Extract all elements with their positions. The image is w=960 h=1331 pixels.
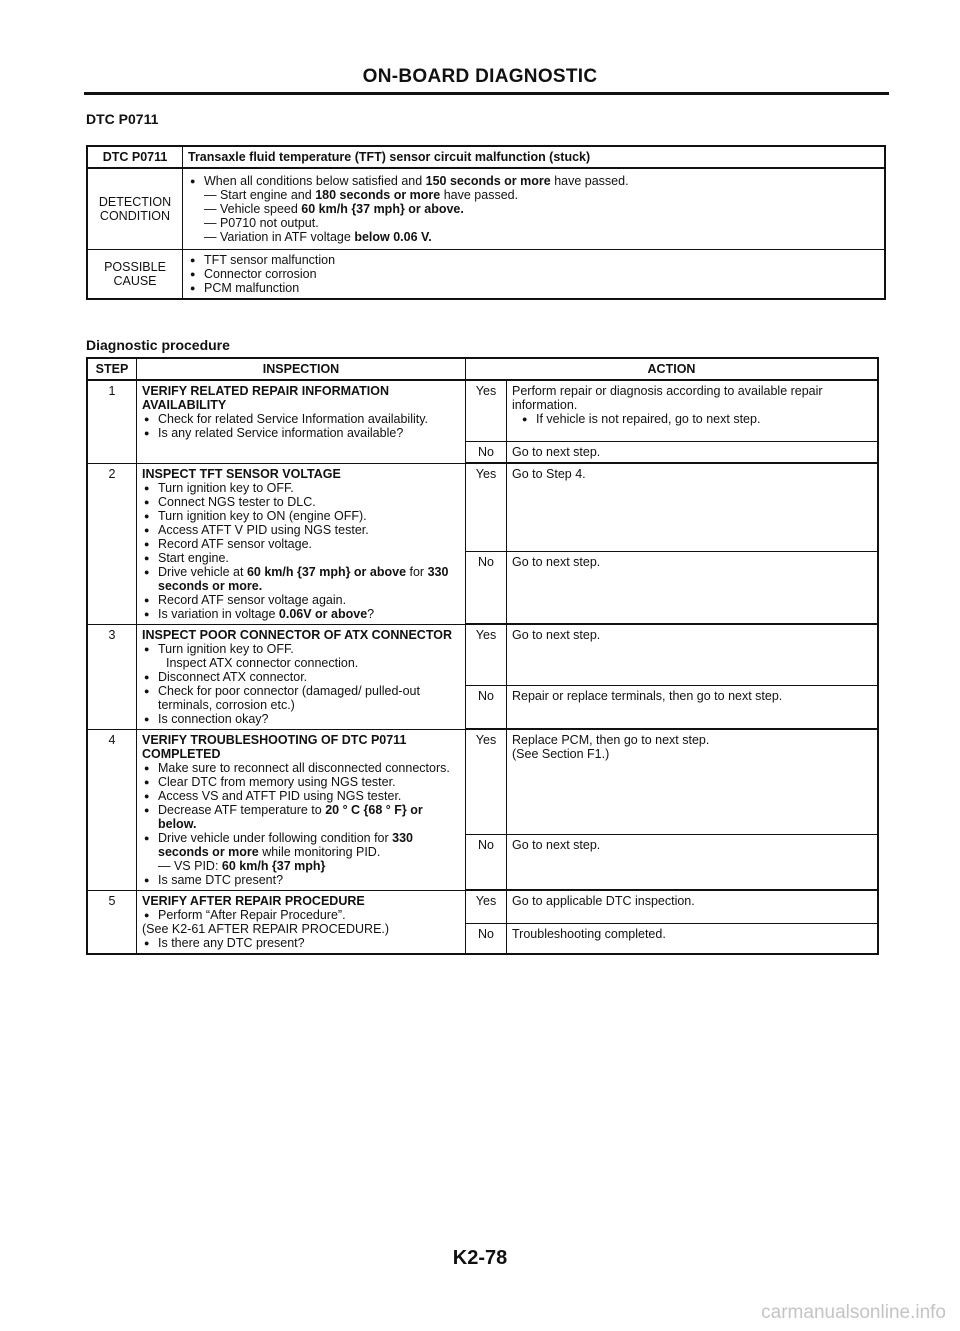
result-yes: Yes bbox=[466, 624, 507, 686]
header-rule bbox=[84, 92, 889, 95]
action-no: Repair or replace terminals, then go to next step. bbox=[507, 686, 879, 730]
result-no: No bbox=[466, 924, 507, 954]
result-no: No bbox=[466, 552, 507, 625]
action-no: Troubleshooting completed. bbox=[507, 924, 879, 954]
step-inspection: INSPECT POOR CONNECTOR OF ATX CONNECTOR ● Turn ignition key to OFF. Inspect ATX connector connection. ● Disconnect ATX connector. ● Check for poor connector (damaged/ pulled-out terminals, corrosion etc.) ● Is connection okay? bbox=[137, 624, 466, 729]
result-yes: Yes bbox=[466, 729, 507, 835]
watermark: carmanualsonline.info bbox=[761, 1302, 946, 1323]
step-inspection: VERIFY RELATED REPAIR INFORMATION AVAILABILITY ● Check for related Service Information availability. ● Is any related Service information available? bbox=[137, 380, 466, 463]
cause-item: ● PCM malfunction bbox=[188, 281, 879, 295]
step-inspection: VERIFY TROUBLESHOOTING OF DTC P0711 COMPLETED ● Make sure to reconnect all disconnected connectors. ● Clear DTC from memory using NGS tester. ● Access VS and ATFT PID using NGS tester. ● Decrease ATF temperature to 20 ° C {68 ° F} or below. ● Drive vehicle under following condition for 330 seconds or more while monitoring PID. — VS PID: 60 km/h {37 mph} ● Is same DTC present? bbox=[137, 729, 466, 890]
result-no: No bbox=[466, 442, 507, 464]
step-number: 5 bbox=[87, 890, 137, 954]
col-header-step: STEP bbox=[87, 358, 137, 380]
page-number: K2-78 bbox=[452, 1247, 508, 1269]
result-yes: Yes bbox=[466, 463, 507, 552]
action-yes: Replace PCM, then go to next step. (See Section F1.) bbox=[507, 729, 879, 835]
detection-condition-text bbox=[183, 168, 886, 250]
action-yes: Perform repair or diagnosis according to available repair information. ● If vehicle is not repaired, go to next step. bbox=[507, 380, 879, 442]
step-number: 3 bbox=[87, 624, 137, 729]
col-header-inspection: INSPECTION bbox=[137, 358, 466, 380]
step-number: 2 bbox=[87, 463, 137, 624]
page-header-title: ON-BOARD DIAGNOSTIC bbox=[362, 66, 598, 87]
action-no: Go to next step. bbox=[507, 442, 879, 464]
cause-item: ● TFT sensor malfunction bbox=[188, 253, 879, 267]
step-inspection: VERIFY AFTER REPAIR PROCEDURE ● Perform “After Repair Procedure”. (See K2-61 AFTER REPAIR PROCEDURE.) ● Is there any DTC present? bbox=[137, 890, 466, 954]
detection-sub-4: — Variation in ATF voltage below 0.06 V. bbox=[204, 230, 432, 244]
col-header-action: ACTION bbox=[466, 358, 879, 380]
possible-cause-list bbox=[183, 250, 886, 300]
detection-sub-1: — Start engine and 180 seconds or more have passed. bbox=[204, 188, 519, 202]
action-no: Go to next step. bbox=[507, 552, 879, 625]
diagnostic-procedure-table bbox=[86, 357, 879, 955]
result-yes: Yes bbox=[466, 890, 507, 924]
dtc-description: Transaxle fluid temperature (TFT) sensor circuit malfunction (stuck) bbox=[183, 146, 886, 168]
dtc-summary-table bbox=[86, 145, 886, 300]
detection-sub-2: — Vehicle speed 60 km/h {37 mph} or above. bbox=[204, 202, 464, 216]
action-yes: Go to Step 4. bbox=[507, 463, 879, 552]
detection-condition-label: DETECTION CONDITION bbox=[87, 168, 183, 250]
dtc-code: DTC P0711 bbox=[87, 146, 183, 168]
step-inspection: INSPECT TFT SENSOR VOLTAGE ● Turn ignition key to OFF. ● Connect NGS tester to DLC. ● Turn ignition key to ON (engine OFF). ● Access ATFT V PID using NGS tester. ● Record ATF sensor voltage. ● Start engine. ● Drive vehicle at 60 km/h {37 mph} or above for 330 seconds or more. ● Record ATF sensor voltage again. ● Is variation in voltage 0.06V or above? bbox=[137, 463, 466, 624]
cause-item: ● Connector corrosion bbox=[188, 267, 879, 281]
diagnostic-procedure-title: Diagnostic procedure bbox=[86, 337, 230, 353]
step-number: 1 bbox=[87, 380, 137, 463]
action-yes: Go to applicable DTC inspection. bbox=[507, 890, 879, 924]
detection-bullet: ● When all conditions below satisfied and 150 seconds or more have passed. bbox=[188, 174, 879, 188]
dtc-section-label: DTC P0711 bbox=[86, 111, 159, 127]
result-no: No bbox=[466, 686, 507, 730]
action-yes: Go to next step. bbox=[507, 624, 879, 686]
step-number: 4 bbox=[87, 729, 137, 890]
possible-cause-label: POSSIBLE CAUSE bbox=[87, 250, 183, 300]
action-no: Go to next step. bbox=[507, 835, 879, 891]
result-yes: Yes bbox=[466, 380, 507, 442]
detection-sub-3: — P0710 not output. bbox=[204, 216, 319, 230]
result-no: No bbox=[466, 835, 507, 891]
